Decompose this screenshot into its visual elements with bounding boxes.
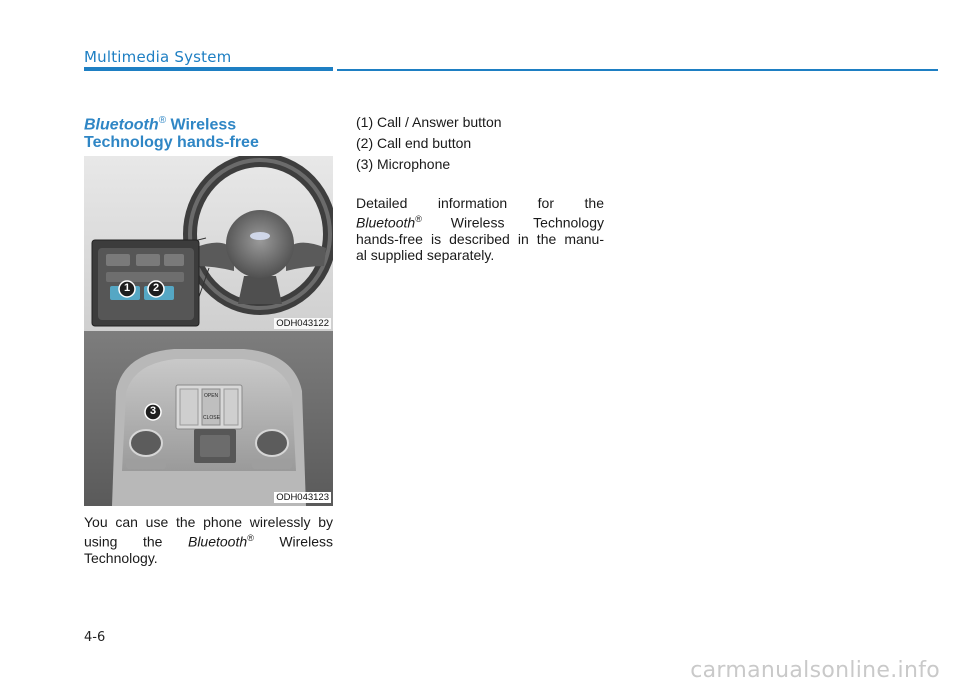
right-line-1: Detailed information for the (356, 195, 604, 211)
header-rule-thick (84, 67, 333, 71)
steering-wheel-illustration (84, 156, 333, 332)
right-line-3: hands-free is described in the manu- (356, 230, 604, 247)
watermark: carmanualsonline.info (690, 658, 940, 683)
figure-code: ODH043122 (276, 318, 329, 329)
figure-code: ODH043123 (276, 492, 329, 503)
left-brand: Bluetooth (187, 533, 248, 550)
right-brand: Bluetooth (356, 214, 416, 231)
left-line-2-pre: using the (84, 533, 188, 550)
list-item: (3) Microphone (356, 156, 451, 172)
callout-3: 3 (149, 405, 157, 417)
right-line-4: al supplied separately. (356, 246, 495, 263)
title-brand: Bluetooth (84, 116, 159, 134)
figure-overhead-console (84, 331, 333, 506)
left-line-2-post: Wireless (253, 533, 333, 550)
left-line-3: Technology. (84, 549, 158, 566)
left-line-1: You can use the phone wirelessly by (84, 514, 333, 530)
header-rule-thin (337, 69, 938, 71)
section-header: Multimedia System (84, 48, 232, 66)
list-item: (1) Call / Answer button (356, 114, 502, 130)
left-paragraph (84, 514, 333, 566)
title-line1-rest: Wireless (166, 116, 237, 134)
button-list (356, 112, 604, 175)
panel-open-label: OPEN (204, 393, 219, 399)
right-reg-mark: ® (415, 214, 422, 224)
title-line2: Technology hands-free (84, 134, 259, 152)
figure-steering-wheel (84, 156, 333, 332)
left-line-2 (84, 530, 333, 550)
section-title (84, 112, 344, 152)
right-line-2 (356, 211, 604, 231)
callout-1: 1 (123, 282, 131, 294)
panel-close-label: CLOSE (203, 415, 220, 421)
right-line-2-post: Wireless Technology (421, 214, 604, 231)
right-paragraph (356, 195, 604, 263)
callout-2: 2 (152, 282, 160, 294)
list-item: (2) Call end button (356, 135, 472, 151)
page-number: 4-6 (84, 630, 106, 645)
title-reg-mark: ® (158, 115, 167, 126)
left-reg-mark: ® (247, 533, 254, 543)
